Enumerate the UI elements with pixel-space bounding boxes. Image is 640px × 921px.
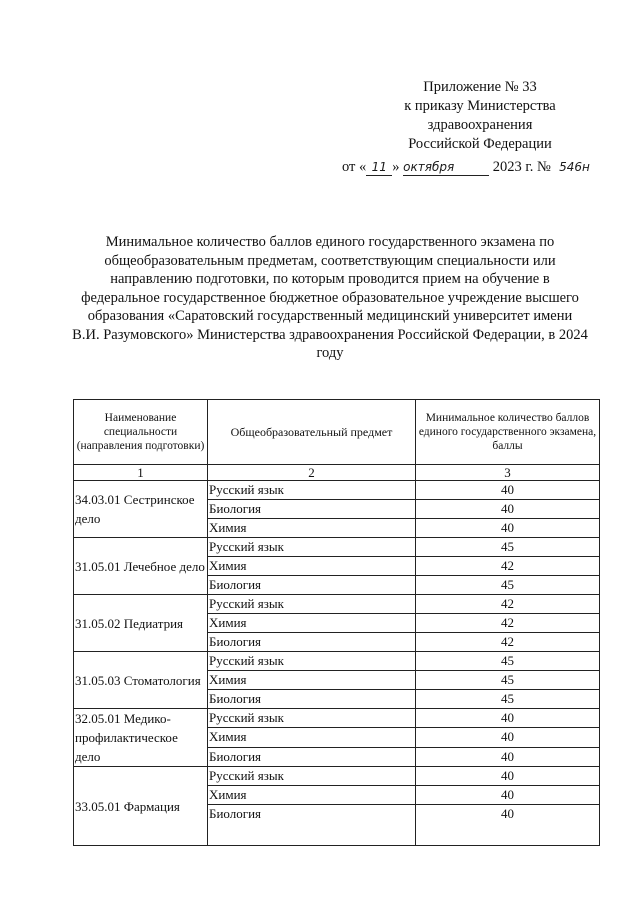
column-number: 3: [416, 465, 600, 481]
subject-cell: Химия: [208, 557, 416, 576]
appendix-header: [330, 78, 630, 154]
specialty-cell: 31.05.02 Педиатрия: [74, 595, 208, 652]
title-line: году: [316, 345, 344, 361]
subject-cell: Русский язык: [208, 709, 416, 728]
column-number: 2: [208, 465, 416, 481]
title-line: Минимальное количество баллов единого государственного экзамена по: [105, 234, 555, 250]
table-row: [74, 481, 600, 500]
date-mid: »: [392, 159, 400, 175]
score-cell: 40: [416, 709, 600, 728]
subject-cell: Биология: [208, 500, 416, 519]
table-row: [74, 652, 600, 671]
score-cell: 45: [416, 690, 600, 709]
subject-cell: Химия: [208, 728, 416, 747]
subject-cell: Биология: [208, 747, 416, 766]
handwritten-order-number: 546н: [559, 160, 590, 174]
score-cell: 40: [416, 481, 600, 500]
score-cell: 42: [416, 557, 600, 576]
header-specialty: Наименование специальности (направления подготовки): [74, 400, 208, 465]
score-cell: 42: [416, 633, 600, 652]
subject-cell: Русский язык: [208, 595, 416, 614]
subject-cell: Биология: [208, 690, 416, 709]
specialty-cell: 31.05.01 Лечебное дело: [74, 538, 208, 595]
subject-cell: Русский язык: [208, 767, 416, 786]
header-min-score: Минимальное количество баллов единого государственного экзамена, баллы: [416, 400, 600, 465]
appendix-federation: Российской Федерации: [408, 136, 552, 152]
specialty-cell: 31.05.03 Стоматология: [74, 652, 208, 709]
appendix-order-ref: к приказу Министерства: [404, 98, 556, 114]
score-cell: 45: [416, 652, 600, 671]
title-line: образования «Саратовский государственный медицинский университет имени: [87, 308, 573, 324]
column-number-row: [74, 465, 600, 481]
subject-cell: Русский язык: [208, 538, 416, 557]
table-row: [74, 595, 600, 614]
score-cell: 40: [416, 747, 600, 766]
specialty-cell: 32.05.01 Медико-профилактическое дело: [74, 709, 208, 767]
appendix-ministry: здравоохранения: [427, 117, 533, 133]
subject-cell: Русский язык: [208, 652, 416, 671]
document-title: [62, 233, 598, 363]
title-line: направлению подготовки, по которым проводится прием на обучение в: [110, 271, 550, 287]
order-date-line: [342, 159, 594, 176]
specialty-cell: 34.03.01 Сестринское дело: [74, 481, 208, 538]
score-cell: 40: [416, 728, 600, 747]
table-row: [74, 538, 600, 557]
year-text: 2023 г. №: [492, 159, 551, 175]
score-cell: 42: [416, 614, 600, 633]
handwritten-month: октября: [403, 160, 489, 176]
score-cell: 40: [416, 767, 600, 786]
table-row: [74, 767, 600, 786]
column-number: 1: [74, 465, 208, 481]
subject-cell: Химия: [208, 671, 416, 690]
score-cell: 45: [416, 538, 600, 557]
subject-cell: Химия: [208, 614, 416, 633]
score-cell: 40: [416, 519, 600, 538]
subject-cell: Биология: [208, 633, 416, 652]
subject-cell: Биология: [208, 576, 416, 595]
score-cell: 40: [416, 805, 600, 846]
appendix-number: Приложение № 33: [423, 79, 537, 95]
specialty-cell: 33.05.01 Фармация: [74, 767, 208, 846]
score-cell: 45: [416, 671, 600, 690]
title-line: общеобразовательным предметам, соответствующим специальности или: [104, 252, 556, 269]
score-cell: 45: [416, 576, 600, 595]
subject-cell: Химия: [208, 519, 416, 538]
handwritten-day: 11: [366, 160, 392, 176]
header-subject: Общеобразовательный предмет: [208, 400, 416, 465]
title-line: федеральное государственное бюджетное образовательное учреждение высшего: [81, 289, 579, 306]
date-prefix: от «: [342, 159, 367, 175]
subject-cell: Химия: [208, 786, 416, 805]
header-row: [74, 400, 600, 465]
subject-cell: Биология: [208, 805, 416, 846]
score-cell: 40: [416, 500, 600, 519]
title-line: В.И. Разумовского» Министерства здравоохранения Российской Федерации, в 2024: [72, 326, 588, 343]
subject-cell: Русский язык: [208, 481, 416, 500]
table-row: [74, 709, 600, 728]
score-cell: 40: [416, 786, 600, 805]
score-cell: 42: [416, 595, 600, 614]
min-scores-table: [73, 399, 600, 846]
